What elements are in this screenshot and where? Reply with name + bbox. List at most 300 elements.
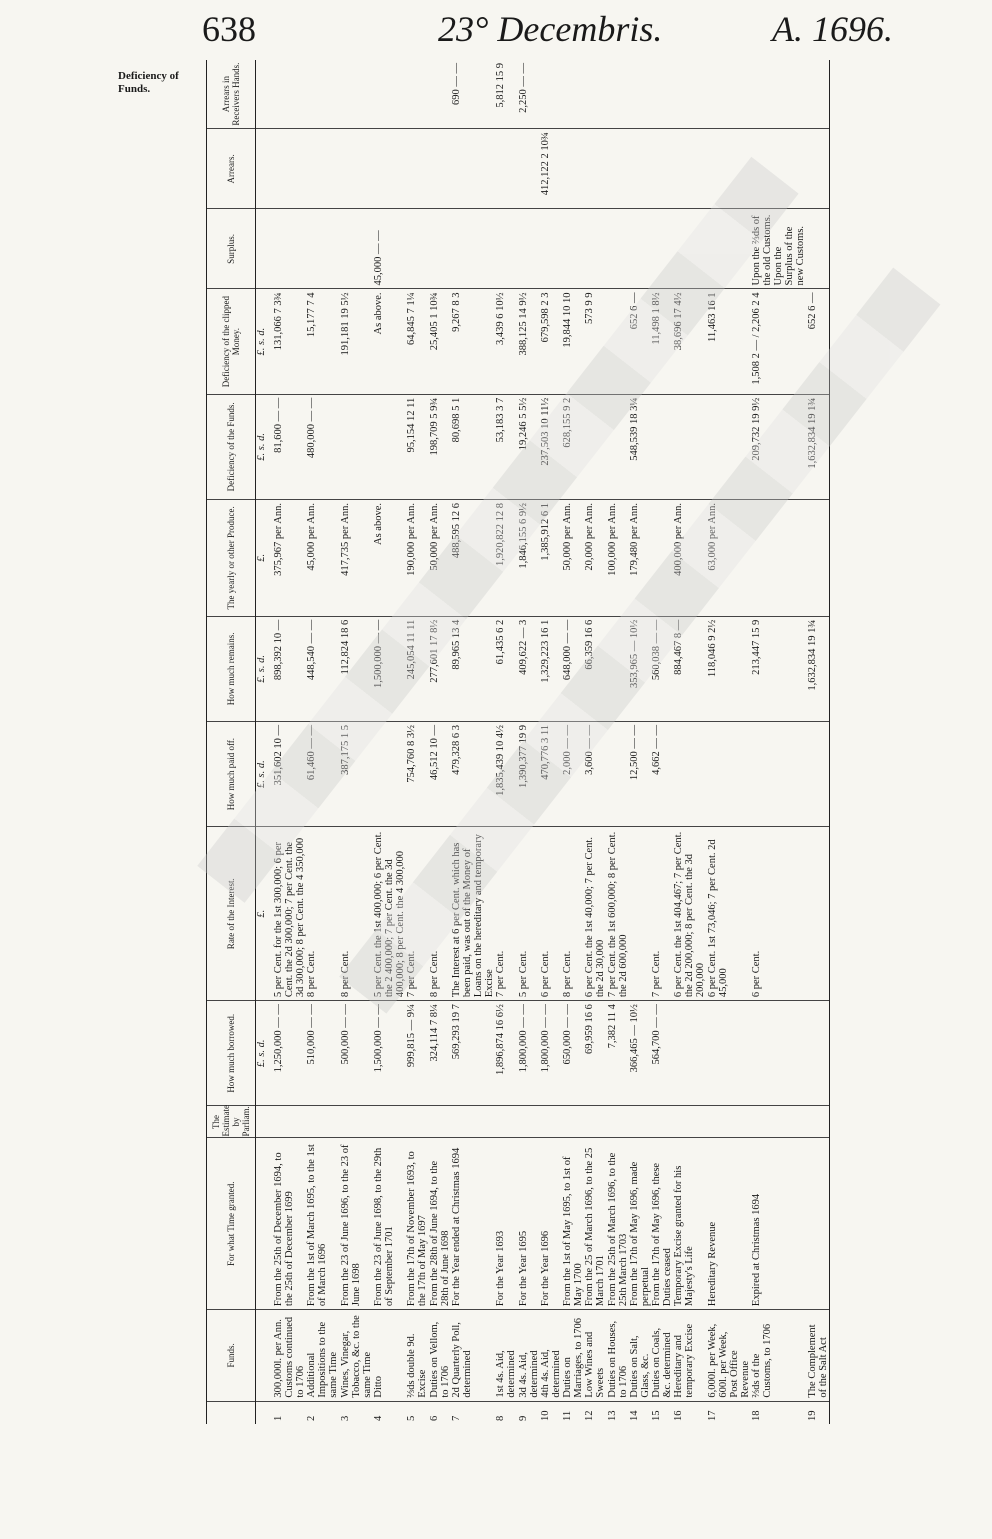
table-row (518, 60, 540, 1424)
table-cell: 1,508 2 — / 2,206 2 4 (751, 289, 807, 394)
table-cell (429, 1106, 451, 1138)
table-cell: 118,046 9 2½ (707, 616, 751, 721)
table-cell: 387,175 1 5 (340, 721, 373, 826)
table-cell (562, 60, 584, 129)
table-cell: 213,447 15 9 (751, 616, 807, 721)
column-header: How much borrowed. (207, 1001, 255, 1106)
table-cell (751, 129, 807, 209)
table-cell: 19,844 10 10 (562, 289, 584, 394)
table-cell: 237,503 10 11½ (540, 394, 562, 499)
table-cell: From the 28th of June 1694, to the 28th of June 1698 (429, 1138, 451, 1310)
table-cell: 388,125 14 9½ (518, 289, 540, 394)
table-cell (406, 1106, 428, 1138)
table-cell: 351,602 10 — (273, 721, 306, 826)
table-cell: 1,500,000 — — (373, 1001, 406, 1106)
table-cell: 46,512 10 — (429, 721, 451, 826)
table-cell: 1,835,439 10 4½ (495, 721, 517, 826)
unit-cell (255, 1310, 273, 1402)
table-cell (273, 1106, 306, 1138)
table-cell: 12 (584, 1401, 606, 1424)
table-cell (807, 129, 829, 209)
table-cell (651, 129, 673, 209)
table-cell: 1,250,000 — — (273, 1001, 306, 1106)
table-cell (406, 209, 428, 289)
unit-cell (255, 60, 273, 129)
table-cell: From the 17th of November 1693, to the 17th of May 1697 (406, 1138, 428, 1310)
table-cell (707, 129, 751, 209)
table-cell (807, 209, 829, 289)
table-cell: 488,595 12 6 (451, 500, 495, 617)
table-cell: Temporary Excise granted for his Majesty's Life (673, 1138, 706, 1310)
table-cell (651, 209, 673, 289)
table-cell (629, 60, 651, 129)
table-cell (607, 289, 629, 394)
table-cell: As above. (373, 289, 406, 394)
table-cell (807, 1138, 829, 1310)
table-cell: From the 25th of December 1694, to the 25th of December 1699 (273, 1138, 306, 1310)
table-cell (673, 1106, 706, 1138)
table-cell (707, 394, 751, 499)
table-cell (607, 60, 629, 129)
page-number: 638 (202, 9, 256, 49)
table-cell (273, 60, 306, 129)
table-cell (406, 60, 428, 129)
unit-cell (255, 1138, 273, 1310)
table-cell (651, 500, 673, 617)
table-cell (673, 721, 706, 826)
table-cell (707, 60, 751, 129)
table-cell: 5 per Cent. (518, 827, 540, 1001)
table-cell (562, 129, 584, 209)
table-cell: 7 per Cent. the 1st 600,000; 8 per Cent. the 2d 600,000 (607, 827, 629, 1001)
table-cell: From the 23 of June 1698, to the 29th of September 1701 (373, 1138, 406, 1310)
table-body (255, 60, 829, 1424)
table-cell: As above. (373, 500, 406, 617)
column-header: Arrears in Receivers Hands. (207, 60, 255, 129)
table-cell (584, 1106, 606, 1138)
table-cell: 3,439 6 10½ (495, 289, 517, 394)
table-cell: 1,390,377 19 9 (518, 721, 540, 826)
table-cell (584, 209, 606, 289)
table-cell (340, 394, 373, 499)
table-cell (306, 1106, 339, 1138)
column-header: Deficiency of the clipped Money. (207, 289, 255, 394)
table-cell: 353,965 — 10½ (629, 616, 651, 721)
table-cell (751, 60, 807, 129)
table-cell: From the 23 of June 1696, to the 23 of June 1698 (340, 1138, 373, 1310)
table-cell: 17 (707, 1401, 751, 1424)
table-cell: 479,328 6 3 (451, 721, 495, 826)
table-cell (540, 60, 562, 129)
table-row (562, 60, 584, 1424)
table-cell: 7,382 11 4 (607, 1001, 629, 1106)
table-cell (673, 209, 706, 289)
column-header (207, 1401, 255, 1424)
table-cell: Hereditary and temporary Excise (673, 1310, 706, 1402)
table-row (540, 60, 562, 1424)
table-cell: 2,250 — — (517, 63, 529, 113)
table-cell: 5 per Cent. for the 1st 300,000; 6 per Cent. the 2d 300,000; 7 per Cent. the 3d 300,000; 8 per Cent. the 4 350,000 (273, 827, 306, 1001)
table-row (373, 60, 406, 1424)
table-row (451, 60, 495, 1424)
table-cell (584, 394, 606, 499)
table-row (607, 60, 629, 1424)
table-cell (673, 1001, 706, 1106)
table-cell (607, 721, 629, 826)
column-header: How much paid off. (207, 721, 255, 826)
table-cell (373, 721, 406, 826)
table-cell (651, 394, 673, 499)
column-header: For what Time granted. (207, 1138, 255, 1310)
table-cell: 1,846,155 6 9½ (518, 500, 540, 617)
table-cell: 510,000 — — (306, 1001, 339, 1106)
table-cell: 648,000 — — (562, 616, 584, 721)
table-cell: 131,066 7 3¾ (273, 289, 306, 394)
table-cell: For the Year ended at Christmas 1694 (451, 1138, 495, 1310)
table-cell: 300,000l. per Ann. Customs continued to 1706 (273, 1310, 306, 1402)
table-cell: 650,000 — — (562, 1001, 584, 1106)
table-cell: 18 (751, 1401, 807, 1424)
table-cell: 4th 4s. Aid, determined (540, 1310, 562, 1402)
table-cell: 573 9 9 (584, 289, 606, 394)
table-row (495, 60, 517, 1424)
table-cell (807, 721, 829, 826)
table-cell: Duties on Houses, to 1706 (607, 1310, 629, 1402)
page-date: 23° Decembris. (438, 9, 663, 49)
table-cell (651, 60, 673, 129)
table-cell (429, 60, 451, 129)
table-cell: 112,824 18 6 (340, 616, 373, 721)
table-cell (751, 721, 807, 826)
table-cell (751, 1001, 807, 1106)
unit-cell: £. (255, 500, 273, 617)
table-cell: 1,632,834 19 1¾ (807, 394, 829, 499)
table-cell: 69,959 16 6 (584, 1001, 606, 1106)
table-cell: 1,800,000 — — (540, 1001, 562, 1106)
table-cell: 1st 4s. Aid, determined (495, 1310, 517, 1402)
table-cell (807, 1106, 829, 1138)
table-cell: 1,329,223 16 1 (540, 616, 562, 721)
table-cell: 7 (451, 1401, 495, 1424)
table-row (340, 60, 373, 1424)
table-cell (340, 1106, 373, 1138)
table-cell (340, 60, 373, 129)
table-cell (518, 209, 540, 289)
table-cell: From the 1st of May 1695, to 1st of May 1700 (562, 1138, 584, 1310)
table-cell: 366,465 — 10½ (629, 1001, 651, 1106)
table-cell: 190,000 per Ann. (406, 500, 428, 617)
table-cell: 1,920,822 12 8 (495, 500, 517, 617)
table-cell: 8 (495, 1401, 517, 1424)
table-cell (273, 129, 306, 209)
column-header: Arrears. (207, 129, 255, 209)
table-cell: 50,000 per Ann. (562, 500, 584, 617)
table-cell: 8 per Cent. (429, 827, 451, 1001)
table-cell: 81,600 — — (273, 394, 306, 499)
table-cell: From the 25 of March 1696, to the 25 March 1701 (584, 1138, 606, 1310)
table-cell (273, 209, 306, 289)
table-cell (751, 1106, 807, 1138)
table-cell: 7 per Cent. (406, 827, 428, 1001)
table-cell: For the Year 1696 (540, 1138, 562, 1310)
unit-cell: £. s. d. (255, 289, 273, 394)
table-cell: 38,696 17 4½ (673, 289, 706, 394)
table-cell: Duties on Coals, &c. determined (651, 1310, 673, 1402)
table-cell: 999,815 — 9¼ (406, 1001, 428, 1106)
table-cell: Expired at Christmas 1694 (751, 1138, 807, 1310)
table-cell: 628,155 9 2 (562, 394, 584, 499)
table-cell: 13 (607, 1401, 629, 1424)
table-cell: Wines, Vinegar, Tobacco, &c. to the same Time (340, 1310, 373, 1402)
table-cell (373, 1106, 406, 1138)
table-cell (629, 827, 651, 1001)
table-cell (495, 129, 517, 209)
table-cell: 245,054 11 11 (406, 616, 428, 721)
table-cell: 690 — — (450, 63, 462, 105)
table-cell: 6 per Cent. (540, 827, 562, 1001)
table-cell (607, 209, 629, 289)
table-cell: 191,181 19 5½ (340, 289, 373, 394)
table-cell: 277,601 17 8½ (429, 616, 451, 721)
table-cell: 1,632,834 19 1¾ (807, 616, 829, 721)
table-cell (584, 60, 606, 129)
table-cell (629, 129, 651, 209)
table-row (651, 60, 673, 1424)
table-cell (807, 1001, 829, 1106)
table-cell: 7 per Cent. (651, 827, 673, 1001)
table-cell: 564,700 — — (651, 1001, 673, 1106)
table-cell: The Interest at 6 per Cent. which has been paid, was out of the Money of Loans on the hereditary and temporary Excise (451, 827, 495, 1001)
table-cell (607, 394, 629, 499)
table-cell (306, 60, 339, 129)
table-cell: 20,000 per Ann. (584, 500, 606, 617)
table-cell: 652 6 — (807, 289, 829, 394)
table-cell (707, 1001, 751, 1106)
table-cell: 61,460 — — (306, 721, 339, 826)
table-row (429, 60, 451, 1424)
table-cell (451, 1106, 495, 1138)
table-row (751, 60, 807, 1424)
table-cell: 6 per Cent. the 1st 404,467; 7 per Cent. the 2d 200,000; 8 per Cent. the 3d 200,000 (673, 827, 706, 1001)
table-cell (562, 209, 584, 289)
table-cell: From the 17th of May 1696, these Duties ceased (651, 1138, 673, 1310)
table-cell: 63,000 per Ann. (707, 500, 751, 617)
table-cell: 89,965 13 4 (451, 616, 495, 721)
table-cell: 45,000 per Ann. (306, 500, 339, 617)
deficiency-table (207, 60, 829, 1424)
table-cell (495, 209, 517, 289)
table-cell: 3 (340, 1401, 373, 1424)
unit-cell: £. s. d. (255, 616, 273, 721)
table-cell: 11 (562, 1401, 584, 1424)
table-cell: 1,385,912 6 1 (540, 500, 562, 617)
table-row (306, 60, 339, 1424)
table-cell: 412,122 2 10¾ (540, 129, 562, 209)
table-cell (340, 129, 373, 209)
column-header: Surplus. (207, 209, 255, 289)
table-cell (451, 129, 495, 209)
table-cell: 7 per Cent. (495, 827, 517, 1001)
table-cell: ⅔ds double 9d. Excise (406, 1310, 428, 1402)
table-cell: 15,177 7 4 (306, 289, 339, 394)
table-cell: 480,000 — — (306, 394, 339, 499)
unit-cell (255, 209, 273, 289)
table-cell: 5,812 15 9 (495, 63, 507, 108)
table-cell: 66,359 16 6 (584, 616, 606, 721)
table-cell: 500,000 — — (340, 1001, 373, 1106)
table-cell (306, 209, 339, 289)
table-row (406, 60, 428, 1424)
table-row (273, 60, 306, 1424)
table-cell (607, 1106, 629, 1138)
table-cell: 16 (673, 1401, 706, 1424)
table-cell (451, 209, 495, 289)
table-cell: 6 per Cent. 1st 73,046; 7 per Cent. 2d 45,000 (707, 827, 751, 1001)
table-cell (707, 1106, 751, 1138)
table-cell: 4 (373, 1401, 406, 1424)
table-cell: 560,038 — — (651, 616, 673, 721)
table-cell: From the 25th of March 1696, to the 25th March 1703 (607, 1138, 629, 1310)
table-cell: 45,000 — — (373, 209, 406, 289)
page-year: A. 1696. (772, 9, 893, 49)
table-cell: Ditto (373, 1310, 406, 1402)
table-cell (540, 209, 562, 289)
table-cell: From the 1st of March 1695, to the 1st of March 1696 (306, 1138, 339, 1310)
table-cell: 679,598 2 3 (540, 289, 562, 394)
table-cell: 19,246 5 5½ (518, 394, 540, 499)
table-row (673, 60, 706, 1424)
table-cell: 1,500,000 — — (373, 616, 406, 721)
table-cell: 25,405 1 10¾ (429, 289, 451, 394)
table-cell (584, 129, 606, 209)
table-cell (495, 1106, 517, 1138)
table-cell: Duties on Salt, Glass, &c. (629, 1310, 651, 1402)
table-cell: Upon the ⅔ds of the old Customs. Upon the Surplus of the new Customs. (751, 209, 807, 289)
table-cell: 2,000 — — (562, 721, 584, 826)
table-cell: 6,000l. per Week, 600l. per Week, Post Office Revenue (707, 1310, 751, 1402)
table-cell (607, 616, 629, 721)
table-cell: Low Wines and Sweets (584, 1310, 606, 1402)
table-row (629, 60, 651, 1424)
table-cell: 6 per Cent. (751, 827, 807, 1001)
header-row (207, 60, 255, 1424)
table-cell (807, 827, 829, 1001)
table-cell: 569,293 19 7 (451, 1001, 495, 1106)
table-cell: 400,000 per Ann. (673, 500, 706, 617)
table-cell: Hereditary Revenue (707, 1138, 751, 1310)
table-cell: 2d Quarterly Poll, determined (451, 1310, 495, 1402)
table-cell: 15 (651, 1401, 673, 1424)
column-header: Funds. (207, 1310, 255, 1402)
unit-cell (255, 129, 273, 209)
table-row (807, 60, 829, 1424)
table-cell: 9,267 8 3 (451, 289, 495, 394)
table-cell: 19 (807, 1401, 829, 1424)
column-header: How much remains. (207, 616, 255, 721)
table-cell (518, 129, 540, 209)
table-cell (807, 500, 829, 617)
unit-cell: £. (255, 827, 273, 1001)
table-cell (707, 721, 751, 826)
table-cell (807, 60, 829, 129)
side-note: Deficiency of Funds. (118, 70, 179, 95)
table-row (707, 60, 751, 1424)
table-cell: 6 (429, 1401, 451, 1424)
table-cell: 100,000 per Ann. (607, 500, 629, 617)
unit-cell (255, 1106, 273, 1138)
table-cell (373, 129, 406, 209)
table-cell: 11,463 16 1 (707, 289, 751, 394)
table-cell (629, 209, 651, 289)
unit-cell: £. s. d. (255, 721, 273, 826)
table-cell: 1,896,874 16 6½ (495, 1001, 517, 1106)
table-cell: 417,735 per Ann. (340, 500, 373, 617)
table-cell: For the Year 1693 (495, 1138, 517, 1310)
table-cell: 2 (306, 1401, 339, 1424)
table-cell: 14 (629, 1401, 651, 1424)
table-cell (673, 60, 706, 129)
table-cell: 448,540 — — (306, 616, 339, 721)
table-cell: 209,732 19 9½ (751, 394, 807, 499)
deficiency-table-rotated (206, 60, 830, 1424)
table-row (584, 60, 606, 1424)
table-cell: 548,539 18 3¼ (629, 394, 651, 499)
table-cell (518, 1106, 540, 1138)
table-cell: 61,435 6 2 (495, 616, 517, 721)
table-cell: 198,709 5 9¾ (429, 394, 451, 499)
table-cell: Duties on Vellom, to 1706 (429, 1310, 451, 1402)
table-cell (306, 129, 339, 209)
table-cell: Duties on Marriages, to 1706 (562, 1310, 584, 1402)
table-cell: 898,392 10 — (273, 616, 306, 721)
table-cell: 64,845 7 1¼ (406, 289, 428, 394)
table-cell: 8 per Cent. (562, 827, 584, 1001)
unit-cell: £. s. d. (255, 394, 273, 499)
table-cell: 9 (518, 1401, 540, 1424)
units-row (255, 60, 273, 1424)
table-cell: 50,000 per Ann. (429, 500, 451, 617)
table-cell (373, 60, 406, 129)
table-cell (406, 129, 428, 209)
table-cell: 10 (540, 1401, 562, 1424)
table-cell: 11,498 1 8½ (651, 289, 673, 394)
table-cell: 5 per Cent. the 1st 400,000; 6 per Cent. the 2 400,000; 7 per Cent. the 3d 400,000; 8 per Cent. the 4 300,000 (373, 827, 406, 1001)
table-cell: 8 per Cent. (306, 827, 339, 1001)
table-cell (562, 1106, 584, 1138)
table-cell (629, 1106, 651, 1138)
table-cell (607, 129, 629, 209)
table-cell: 375,967 per Ann. (273, 500, 306, 617)
column-header: Deficiency of the Funds. (207, 394, 255, 499)
table-cell: 8 per Cent. (340, 827, 373, 1001)
table-cell: ⅔ds of the Customs, to 1706 (751, 1310, 807, 1402)
table-cell: 95,154 12 11 (406, 394, 428, 499)
column-header: Rate of the Interest. (207, 827, 255, 1001)
table-cell: 3,600 — — (584, 721, 606, 826)
column-header: The yearly or other Produce. (207, 500, 255, 617)
table-cell: Additional Impositions to the same Time (306, 1310, 339, 1402)
table-cell (673, 394, 706, 499)
unit-cell: £. s. d. (255, 1001, 273, 1106)
table-cell (651, 1106, 673, 1138)
unit-cell (255, 1401, 273, 1424)
table-cell: 3d 4s. Aid, determined (518, 1310, 540, 1402)
table-cell: 754,760 8 3½ (406, 721, 428, 826)
table-cell (429, 209, 451, 289)
table-cell (673, 129, 706, 209)
table-cell (373, 394, 406, 499)
table-cell: 12,500 — — (629, 721, 651, 826)
